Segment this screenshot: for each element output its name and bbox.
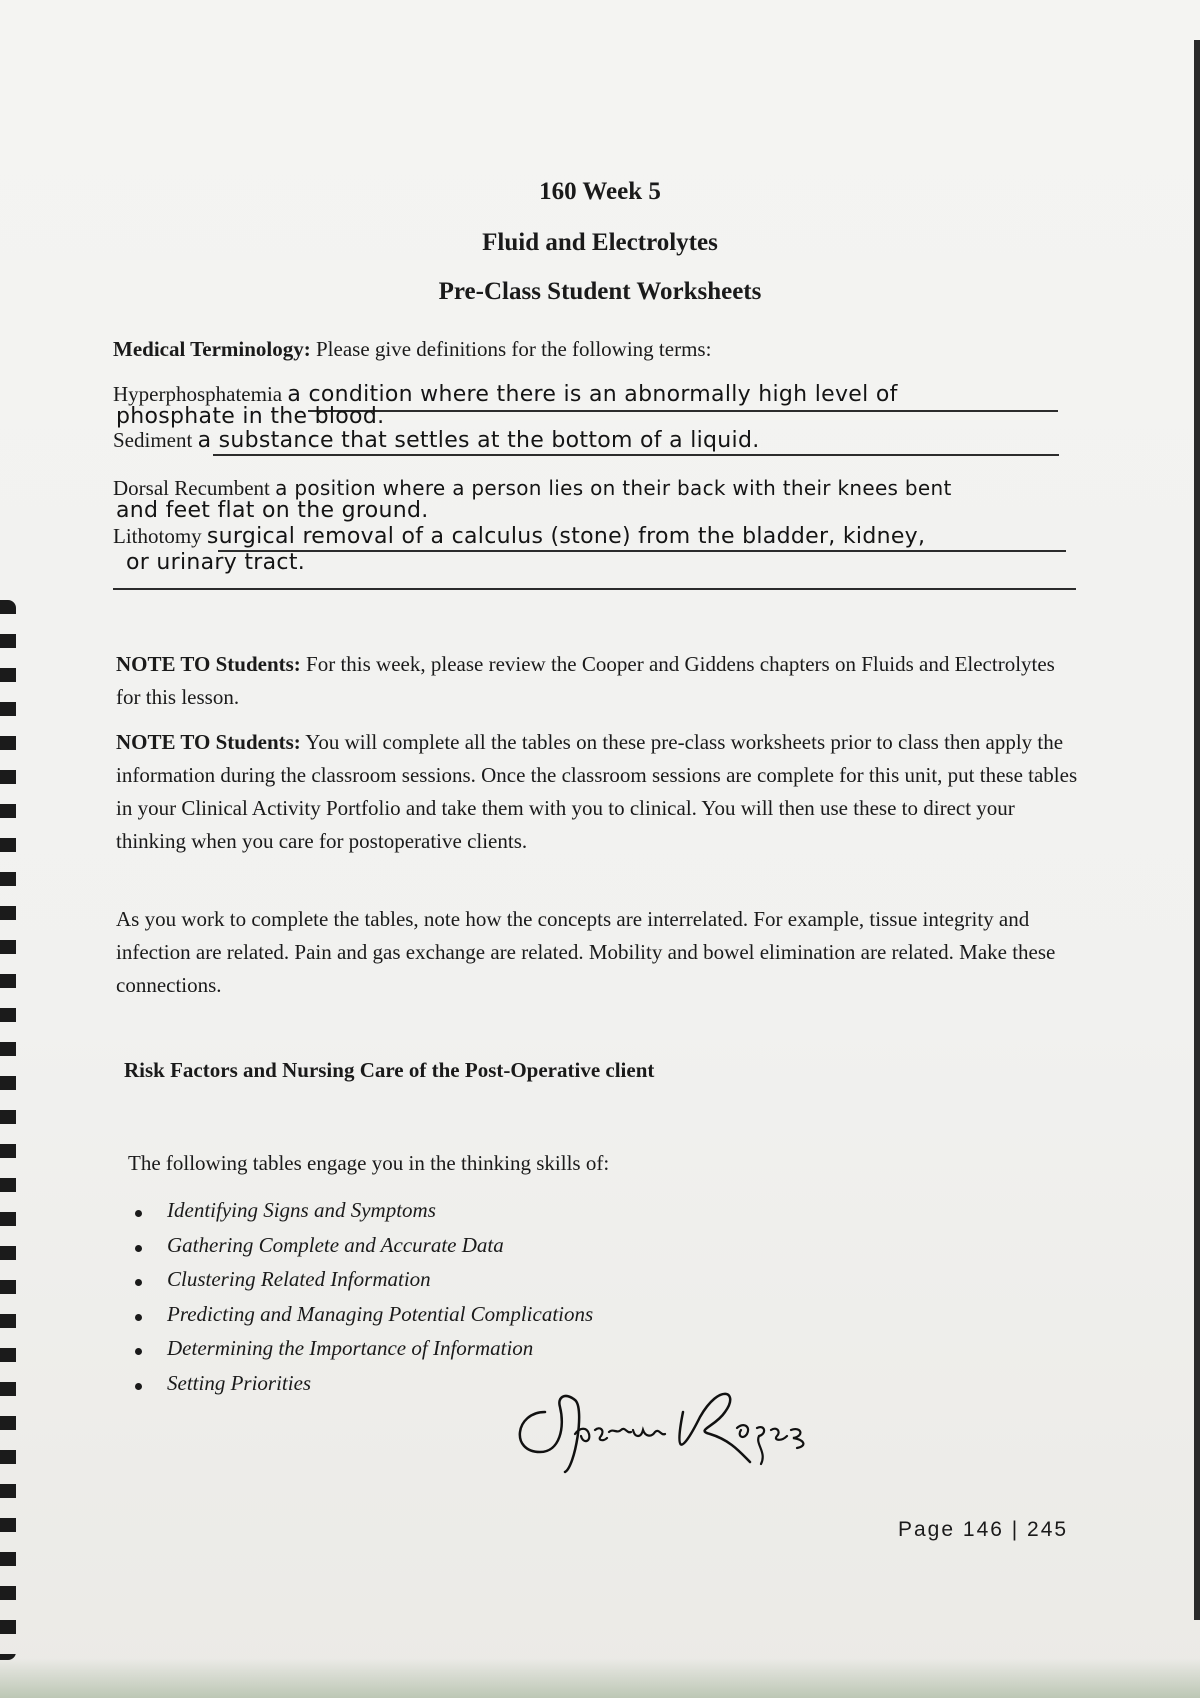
- list-item: Determining the Importance of Information: [135, 1336, 593, 1371]
- handwritten-definition: surgical removal of a calculus (stone) from the bladder, kidney,: [206, 524, 926, 549]
- answer-line: [113, 588, 1076, 590]
- term-label: Sediment: [113, 428, 193, 452]
- handwritten-definition: a condition where there is an abnormally high level of: [287, 382, 898, 407]
- page-label: Page: [898, 1518, 956, 1541]
- term-row-lithotomy: [113, 524, 925, 549]
- header-week: 160 Week 5: [539, 178, 661, 205]
- note-text: You will complete all the tables on these pre-class worksheets prior to class then apply the information during the classroom sessions. Once the classroom sessions are complete for this unit, put these tables in your Clinical Activity Portfolio and take them with you to clinical. You will then use these to direct your thinking when you care for postoperative clients.: [116, 730, 1078, 853]
- note-label: NOTE TO Students:: [116, 730, 301, 754]
- list-item: Setting Priorities: [135, 1371, 593, 1406]
- handwritten-definition-cont: phosphate in the blood.: [116, 404, 385, 429]
- page-edge-shadow: [1194, 40, 1200, 1620]
- term-row-sediment: [113, 428, 760, 453]
- note-complete-tables: [116, 726, 1081, 858]
- note-review-chapters: [116, 648, 1081, 714]
- list-item: Predicting and Managing Potential Complications: [135, 1302, 593, 1337]
- list-item: Clustering Related Information: [135, 1267, 593, 1302]
- answer-line: [218, 550, 1066, 552]
- section-title: Risk Factors and Nursing Care of the Post-Operative client: [124, 1058, 655, 1082]
- terminology-instruction: Please give definitions for the following terms:: [316, 337, 712, 361]
- handwritten-definition-cont: or urinary tract.: [126, 550, 306, 575]
- term-label: Hyperphosphatemia: [113, 382, 283, 406]
- page-number: [898, 1518, 1068, 1542]
- handwritten-definition: a substance that settles at the bottom of a liquid.: [197, 428, 760, 453]
- interrelated-paragraph: As you work to complete the tables, note how the concepts are interrelated. For example, tissue integrity and infection are related. Pain and gas exchange are related. Mobility and bowel elimination are related. Make these connections.: [116, 907, 1056, 997]
- page-count: 146 | 245: [962, 1518, 1069, 1541]
- term-label: Dorsal Recumbent: [113, 476, 270, 500]
- note-text: For this week, please review the Cooper and Giddens chapters on Fluids and Electrolytes for this lesson.: [116, 652, 1055, 709]
- header-worksheet: Pre-Class Student Worksheets: [438, 278, 762, 305]
- handwritten-definition-cont: and feet flat on the ground.: [116, 498, 429, 523]
- scan-bottom-shadow: [0, 1658, 1200, 1698]
- handwritten-signature: [505, 1372, 825, 1482]
- list-item: Identifying Signs and Symptoms: [135, 1198, 593, 1233]
- list-item: Gathering Complete and Accurate Data: [135, 1233, 593, 1268]
- answer-line: [213, 454, 1059, 456]
- header-topic: Fluid and Electrolytes: [482, 229, 718, 256]
- terminology-intro: [113, 337, 711, 362]
- handwritten-definition: a position where a person lies on their back with their knees bent: [275, 476, 952, 500]
- terminology-label: Medical Terminology:: [113, 337, 311, 361]
- spiral-binding: [0, 600, 16, 1660]
- term-label: Lithotomy: [113, 524, 202, 548]
- answer-line: [308, 410, 1058, 412]
- skills-intro: The following tables engage you in the thinking skills of:: [128, 1151, 610, 1175]
- note-label: NOTE TO Students:: [116, 652, 301, 676]
